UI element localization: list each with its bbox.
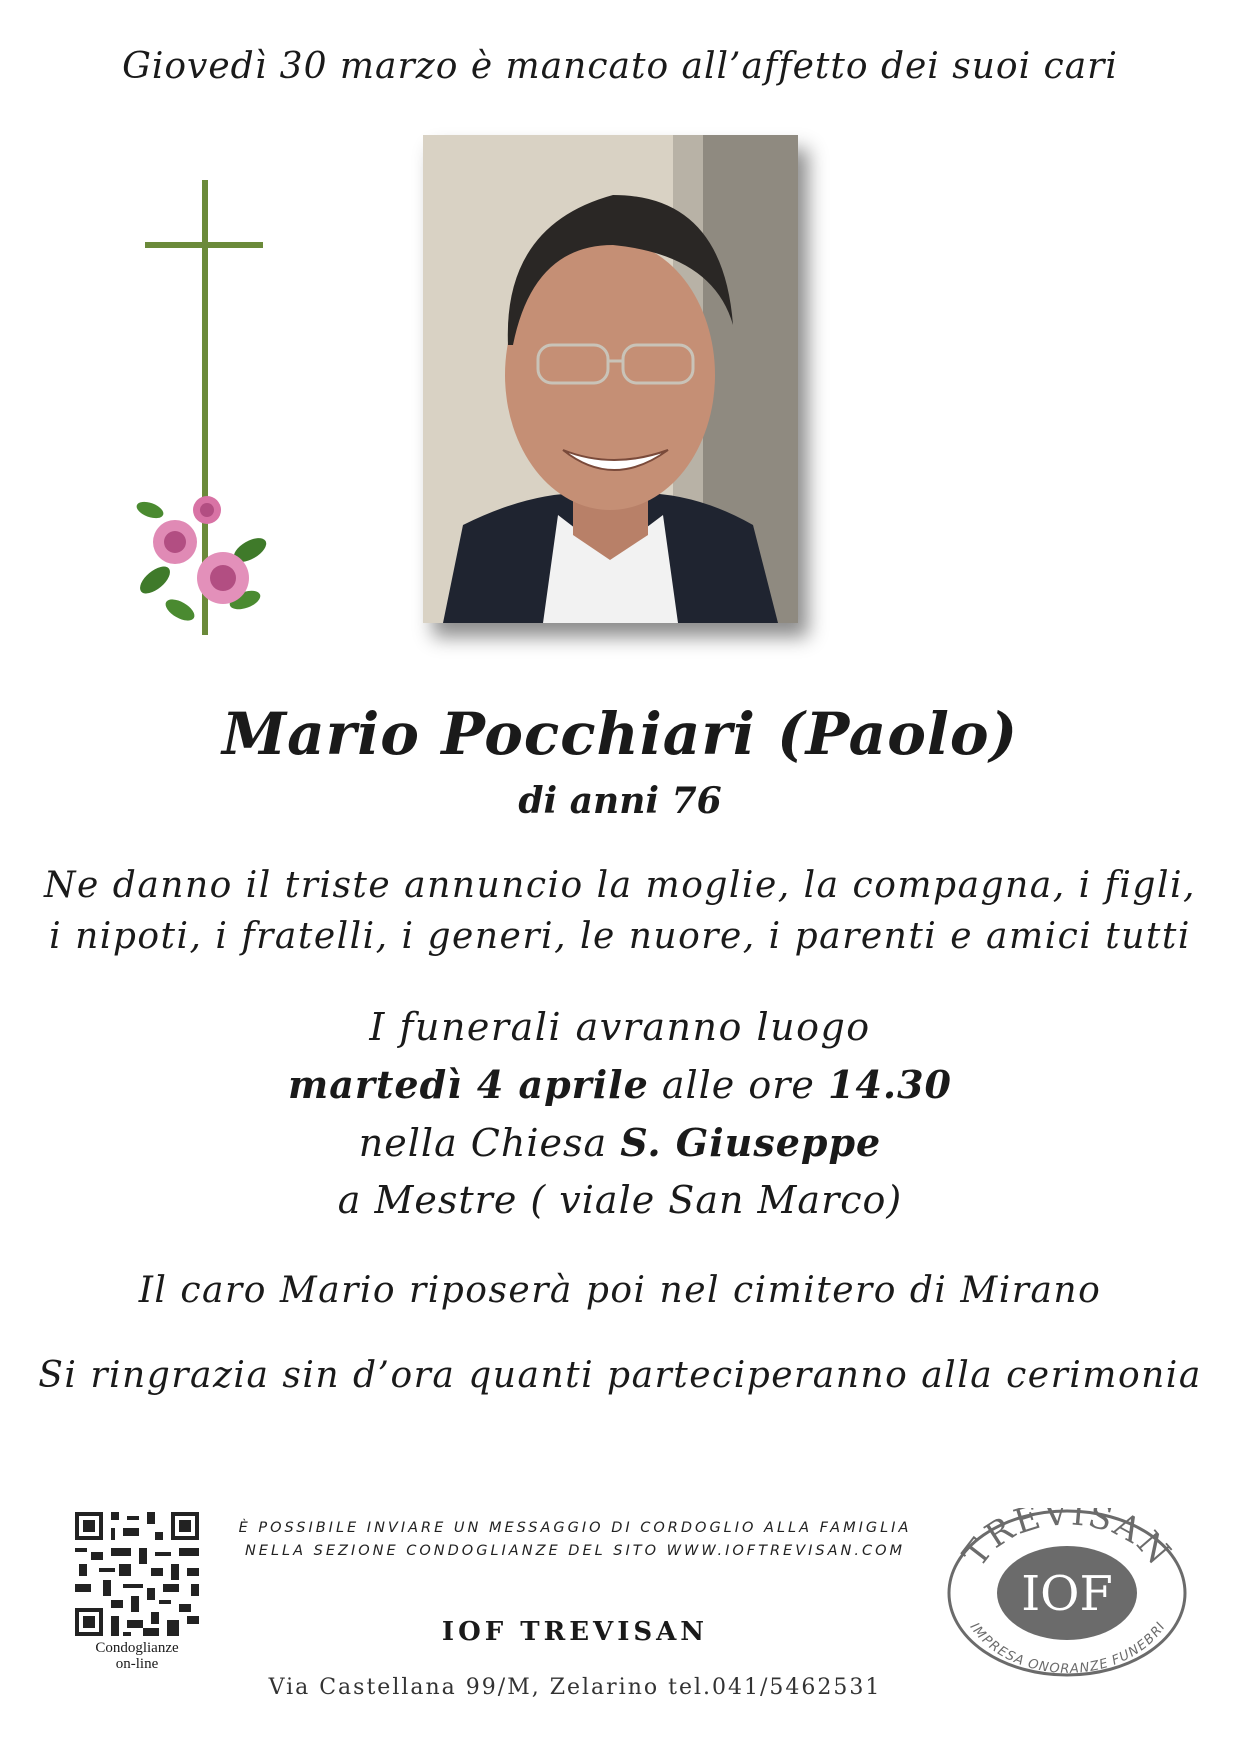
announcement-line-1: Ne danno il triste annuncio la moglie, la compagna, i figli, <box>44 865 1196 906</box>
firm-address: Via Castellana 99/M, Zelarino tel.041/5462531 <box>268 1675 882 1700</box>
deceased-name: Mario Pocchiari (Paolo) <box>221 700 1019 768</box>
funeral-time-prefix: alle ore <box>661 1063 815 1107</box>
firm-name: IOF TREVISAN <box>441 1617 709 1647</box>
logo-bottom-text: IMPRESA ONORANZE FUNEBRI <box>966 1620 1169 1677</box>
qr-code-icon[interactable] <box>75 1512 199 1636</box>
qr-label-line-2: on-line <box>115 1656 159 1672</box>
funeral-time: 14.30 <box>828 1062 952 1107</box>
iof-trevisan-logo <box>945 1508 1190 1678</box>
condolence-notice-line-1: È POSSIBILE INVIARE UN MESSAGGIO DI CORDOGLIO ALLA FAMIGLIA <box>238 1520 912 1536</box>
condolence-notice-line-2: NELLA SEZIONE CONDOGLIANZE DEL SITO WWW.IOFTREVISAN.COM <box>244 1543 906 1559</box>
funeral-date: martedì 4 aprile <box>288 1062 649 1107</box>
announcement-line-2: i nipoti, i fratelli, i generi, le nuore, i parenti e amici tutti <box>49 916 1191 957</box>
funeral-intro: I funerali avranno luogo <box>369 1005 871 1049</box>
deceased-age: di anni 76 <box>518 780 722 822</box>
thanks-text: Si ringrazia sin d’ora quanti parteciperanno alla cerimonia <box>38 1355 1202 1396</box>
burial-text: Il caro Mario riposerà poi nel cimitero di Mirano <box>138 1270 1102 1311</box>
funeral-datetime <box>0 1062 1240 1107</box>
logo-center-text: IOF <box>1021 1566 1113 1622</box>
logo-top-text: TREVISAN <box>955 1508 1180 1575</box>
funeral-church <box>0 1120 1240 1165</box>
qr-label-line-1: Condoglianze <box>95 1640 179 1656</box>
funeral-church-name: S. Giuseppe <box>620 1120 882 1165</box>
portrait-photo <box>423 135 798 623</box>
qr-label <box>70 1640 204 1672</box>
intro-text: Giovedì 30 marzo è mancato all’affetto dei suoi cari <box>122 46 1118 87</box>
funeral-location: a Mestre ( viale San Marco) <box>337 1178 903 1222</box>
funeral-church-prefix: nella Chiesa <box>358 1121 608 1165</box>
cross-with-roses-icon <box>125 180 275 650</box>
